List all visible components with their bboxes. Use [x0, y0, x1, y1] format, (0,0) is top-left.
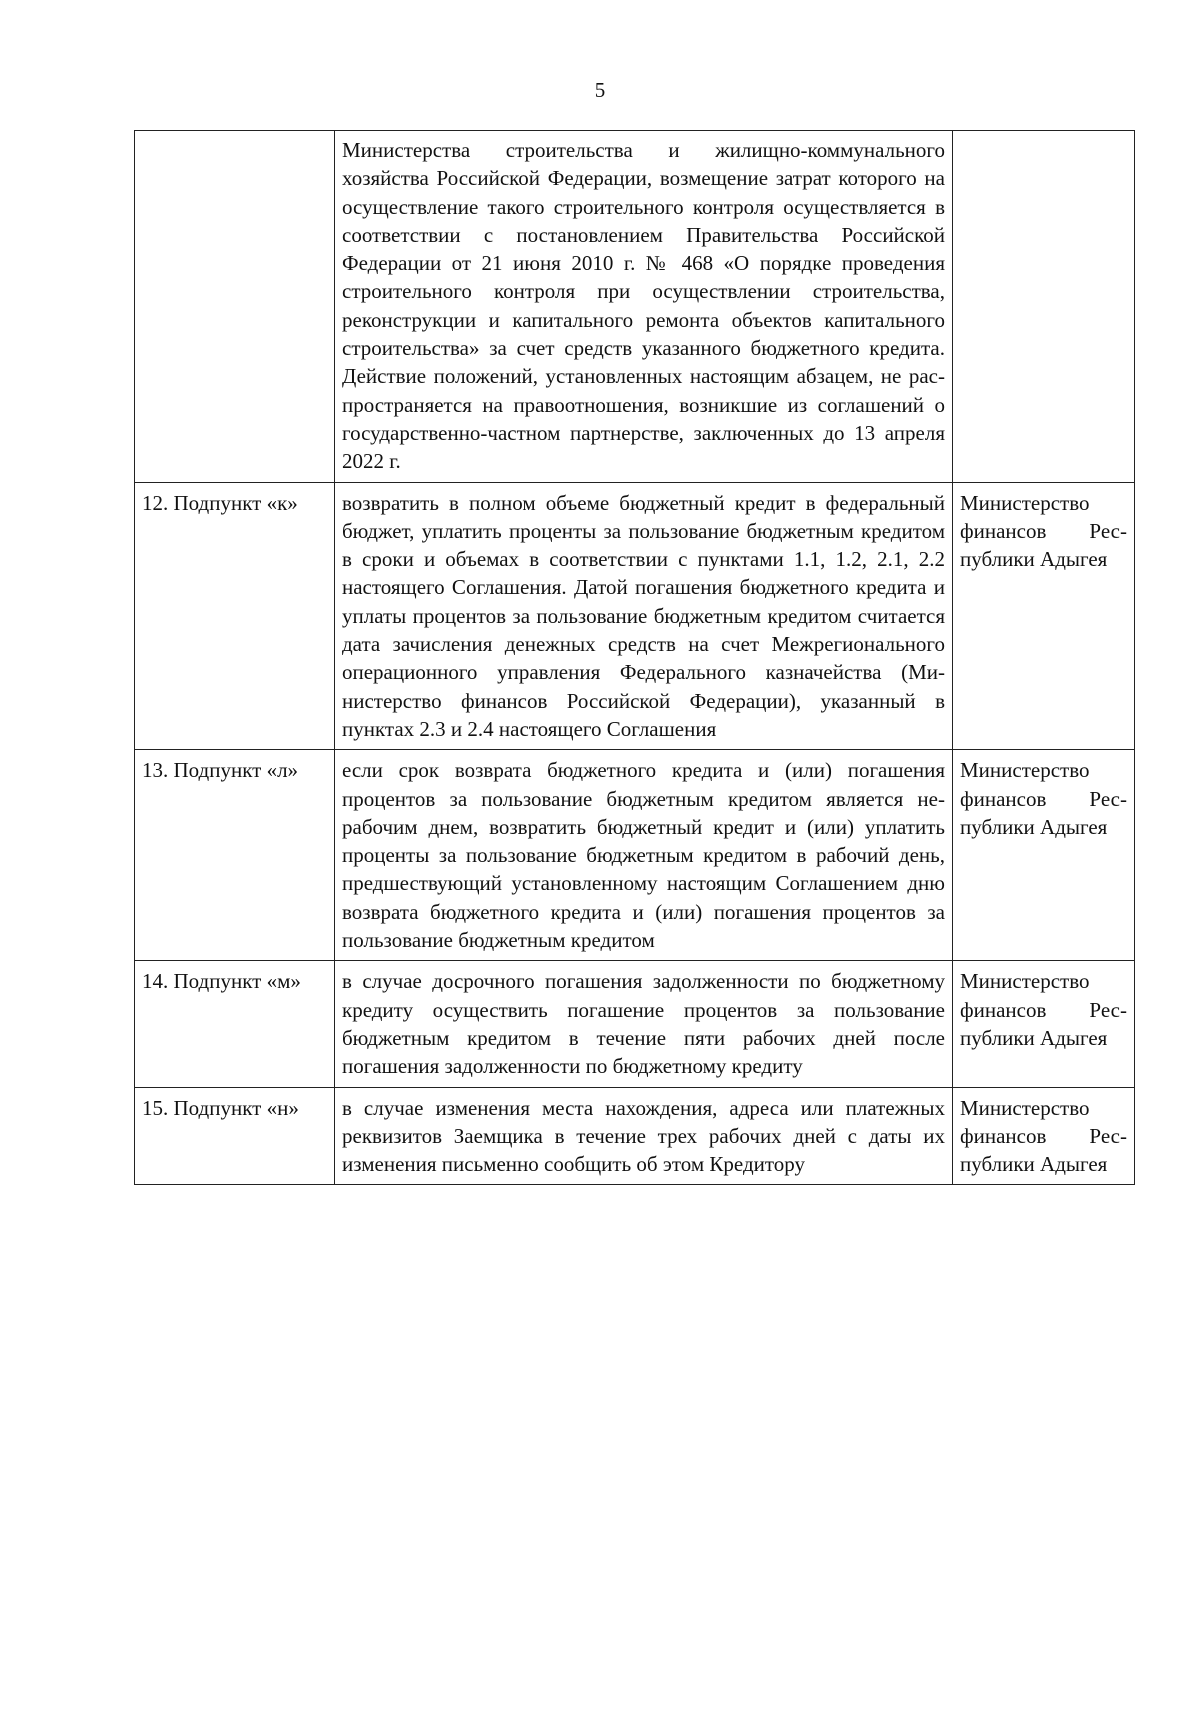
obligations-table — [134, 130, 1135, 1185]
text-cell: в случае досрочного погашения задолженности по бюджетному кредиту осуществить погашение процентов за пользование бюджетным кредитом в течение пяти рабочих дней после погашения задолженности по бюджетному кредиту — [335, 961, 953, 1087]
item-cell: 13. Подпункт «л» — [135, 750, 335, 961]
responsible-cell: Министерство финансов Республики Адыгея — [953, 1087, 1135, 1185]
item-cell: 12. Подпункт «к» — [135, 482, 335, 750]
responsible-cell — [953, 131, 1135, 483]
responsible-cell: Министерство финансов Республики Адыгея — [953, 750, 1135, 961]
page-number: 5 — [594, 78, 606, 102]
table-row — [135, 750, 1135, 961]
responsible-cell: Министерство финансов Республики Адыгея — [953, 961, 1135, 1087]
text-cell: в случае изменения места нахождения, адреса или платежных реквизитов Заемщика в течение трех рабочих дней с даты их изменения письменно сообщить об этом Кредитору — [335, 1087, 953, 1185]
text-cell: если срок возврата бюджетного кредита и (или) погашения процентов за пользование бюджетным кредитом является нерабочим днем, возвратить бюджетный кредит и (или) уплатить проценты за пользование бюджетным кредитом в рабочий день, предшествующий установленному настоящим Соглашением дню возврата бюджетного кредита и (или) погашения процентов за пользование бюджетным кредитом — [335, 750, 953, 961]
item-cell: 15. Подпункт «н» — [135, 1087, 335, 1185]
table-row — [135, 961, 1135, 1087]
table-row — [135, 1087, 1135, 1185]
responsible-cell: Министерство финансов Республики Адыгея — [953, 482, 1135, 750]
text-cell: Министерства строительства и жилищно-коммунального хозяйства Российской Федерации, возмещение затрат которого на осуществление такого строительного контроля осуществляется в соответствии с постановлением Правительства Российской Федерации от 21 июня 2010 г. № 468 «О порядке проведения строительного контроля при осуществлении строительства, реконструкции и капитального ремонта объектов капитального строительства» за счет средств указанного бюджетного кредита. Действие положений, установленных настоящим абзацем, не распространяется на правоотношения, возникшие из соглашений о государственно-частном партнерстве, заключенных до 13 апреля 2022 г. — [335, 131, 953, 483]
table-row — [135, 482, 1135, 750]
table-row — [135, 131, 1135, 483]
item-cell — [135, 131, 335, 483]
text-cell: возвратить в полном объеме бюджетный кредит в федеральный бюджет, уплатить проценты за пользование бюджетным кредитом в сроки и объемах в соответствии с пунктами 1.1, 1.2, 2.1, 2.2 настоящего Соглашения. Датой погашения бюджетного кредита и уплаты процентов за пользование бюджетным кредитом считается дата зачисления денежных средств на счет Межрегионального операционного управления Федерального казначейства (Министерство финансов Российской Федерации), указанный в пунктах 2.3 и 2.4 настоящего Соглашения — [335, 482, 953, 750]
item-cell: 14. Подпункт «м» — [135, 961, 335, 1087]
